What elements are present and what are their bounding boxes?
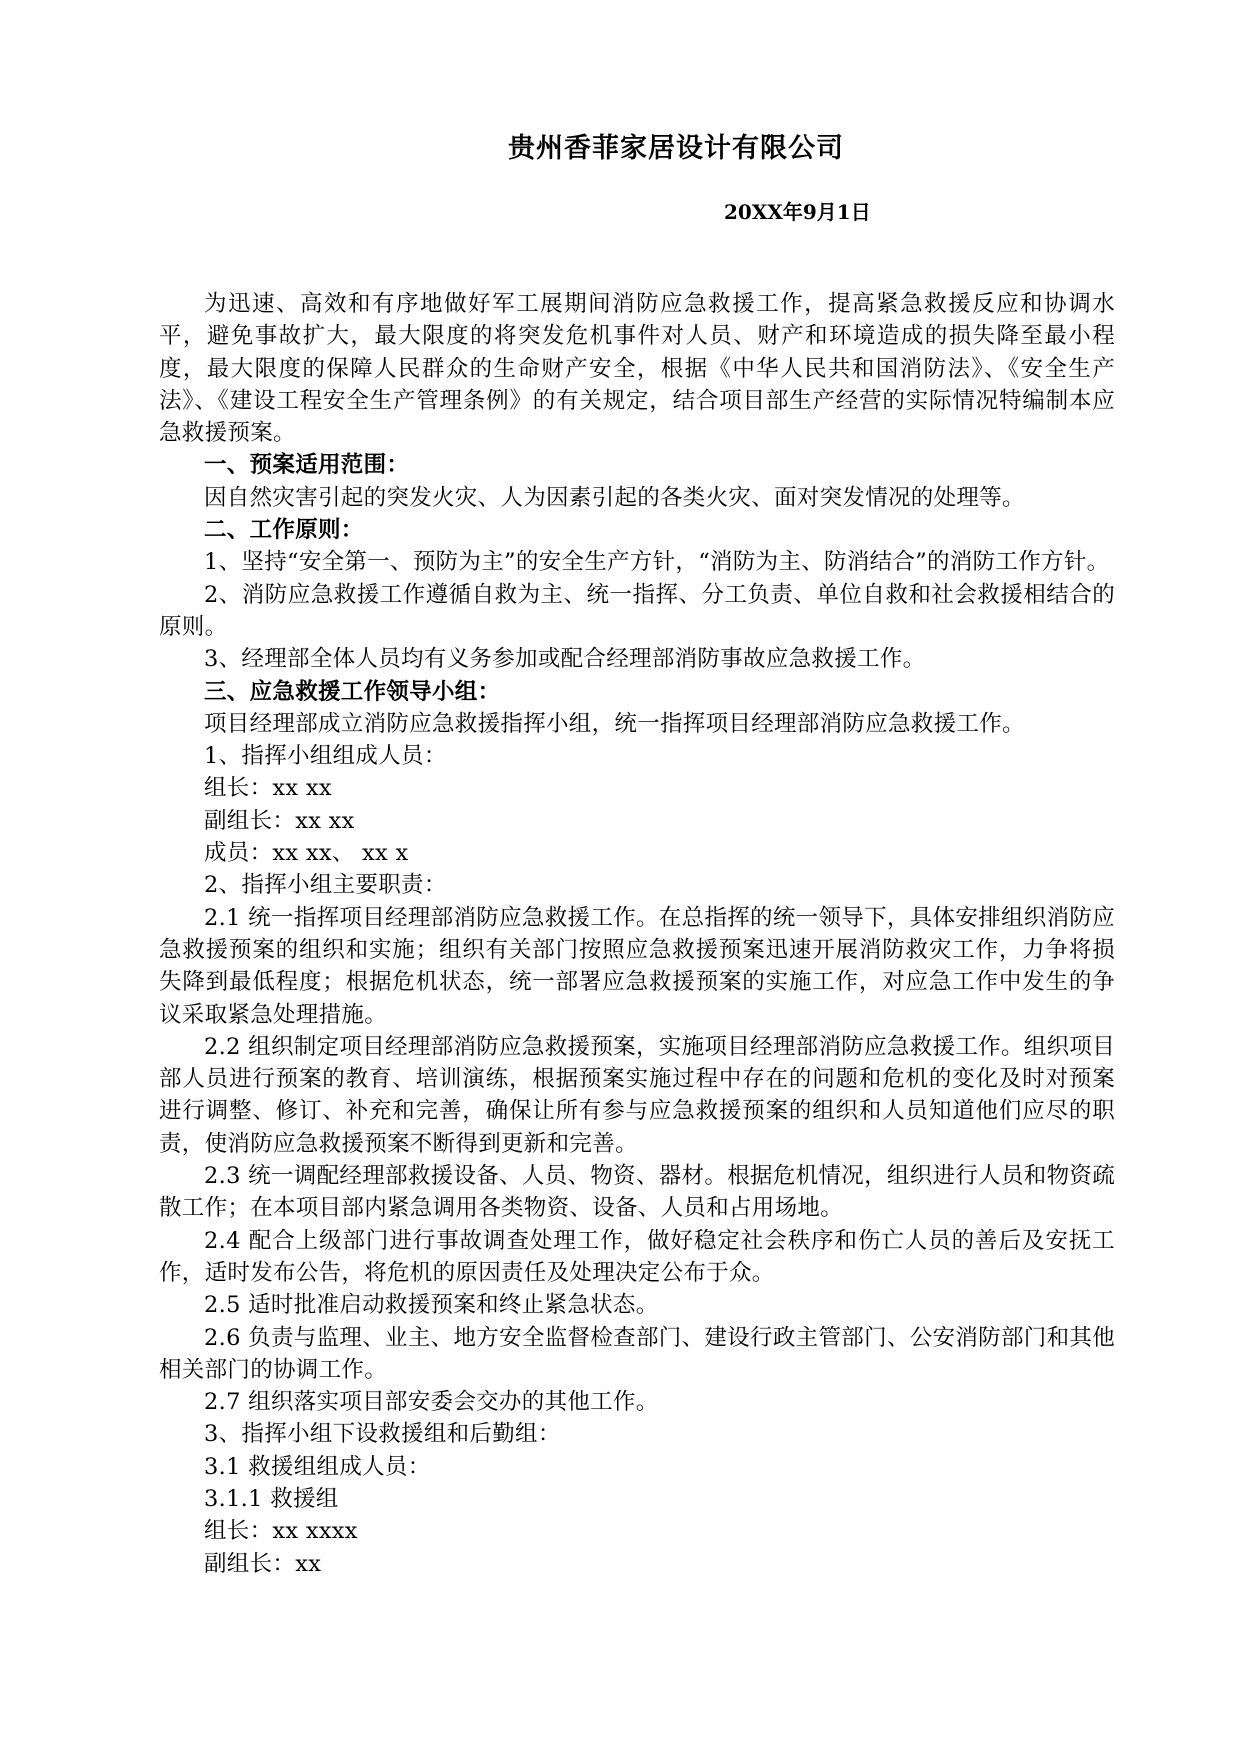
- section-heading-principles: 二、工作原则：: [204, 517, 364, 544]
- duty-item-2-3: 2.3 统一调配经理部救援设备、人员、物资、器材。根据危机情况，组织进行人员和物资疏散工作；在本项目部内紧急调用各类物资、设备、人员和占用场地。: [159, 1163, 1115, 1222]
- scope-paragraph: 因自然灾害引起的突发火灾、人为因素引起的各类火灾、面对突发情况的处理等。: [204, 484, 1025, 511]
- principle-item-2: 2、消防应急救援工作遵循自救为主、统一指挥、分工负责、单位自救和社会救援相结合的原则。: [159, 581, 1115, 640]
- document-date: 20XX年9月1日: [724, 200, 871, 224]
- rescue-deputy-line: 副组长：xx: [204, 1550, 322, 1577]
- duties-title: 2、指挥小组主要职责：: [204, 872, 447, 899]
- principle-item-1: 1、坚持“安全第一、预防为主”的安全生产方针，“消防为主、防消结合”的消防工作方针。: [204, 549, 1110, 576]
- duty-item-2-7: 2.7 组织落实项目部安委会交办的其他工作。: [204, 1389, 659, 1416]
- group-intro-paragraph: 项目经理部成立消防应急救援指挥小组，统一指挥项目经理部消防应急救援工作。: [204, 710, 1025, 737]
- document-body: [159, 288, 1115, 1580]
- section-heading-leadership: 三、应急救援工作领导小组：: [204, 678, 501, 705]
- duty-item-2-4: 2.4 配合上级部门进行事故调查处理工作，做好稳定社会秩序和伤亡人员的善后及安抚工作，适时发布公告，将危机的原因责任及处理决定公布于众。: [159, 1227, 1115, 1286]
- duty-item-2-6: 2.6 负责与监理、业主、地方安全监督检查部门、建设行政主管部门、公安消防部门和其他相关部门的协调工作。: [159, 1324, 1115, 1383]
- rescue-leader-line: 组长：xx xxxx: [204, 1518, 358, 1545]
- section-heading-scope: 一、预案适用范围：: [204, 452, 410, 479]
- leader-line: 组长：xx xx: [204, 775, 332, 802]
- duty-item-2-2: 2.2 组织制定项目经理部消防应急救援预案，实施项目经理部消防应急救援工作。组织项目部人员进行预案的教育、培训演练，根据预案实施过程中存在的问题和危机的变化及时对预案进行调整、修订、补充和完善，确保让所有参与应急救援预案的组织和人员知道他们应尽的职责，使消防应急救援预案不断得到更新和完善。: [159, 1033, 1115, 1157]
- company-title: 贵州香菲家居设计有限公司: [508, 133, 844, 164]
- rescue-group-title: 3.1.1 救援组: [204, 1485, 339, 1512]
- members-line: 成员：xx xx、 xx x: [204, 840, 409, 867]
- deputy-line: 副组长：xx xx: [204, 807, 355, 834]
- members-title: 1、指挥小组组成人员：: [204, 743, 447, 770]
- principle-item-3: 3、经理部全体人员均有义务参加或配合经理部消防事故应急救援工作。: [204, 646, 926, 673]
- intro-paragraph: 为迅速、高效和有序地做好军工展期间消防应急救援工作，提高紧急救援反应和协调水平，避免事故扩大，最大限度的将突发危机事件对人员、财产和环境造成的损失降至最小程度，最大限度的保障人民群众的生命财产安全，根据《中华人民共和国消防法》、《安全生产法》、《建设工程安全生产管理条例》的有关规定，结合项目部生产经营的实际情况特编制本应急救援预案。: [159, 291, 1115, 447]
- subgroups-title: 3、指挥小组下设救援组和后勤组：: [204, 1421, 561, 1448]
- rescue-members-title: 3.1 救援组组成人员：: [204, 1453, 431, 1480]
- duty-item-2-1: 2.1 统一指挥项目经理部消防应急救援工作。在总指挥的统一领导下，具体安排组织消防应急救援预案的组织和实施；组织有关部门按照应急救援预案迅速开展消防救灾工作，力争将损失降到最低程度；根据危机状态，统一部署应急救援预案的实施工作，对应急工作中发生的争议采取紧急处理措施。: [159, 904, 1115, 1028]
- duty-item-2-5: 2.5 适时批准启动救援预案和终止紧急状态。: [204, 1292, 659, 1319]
